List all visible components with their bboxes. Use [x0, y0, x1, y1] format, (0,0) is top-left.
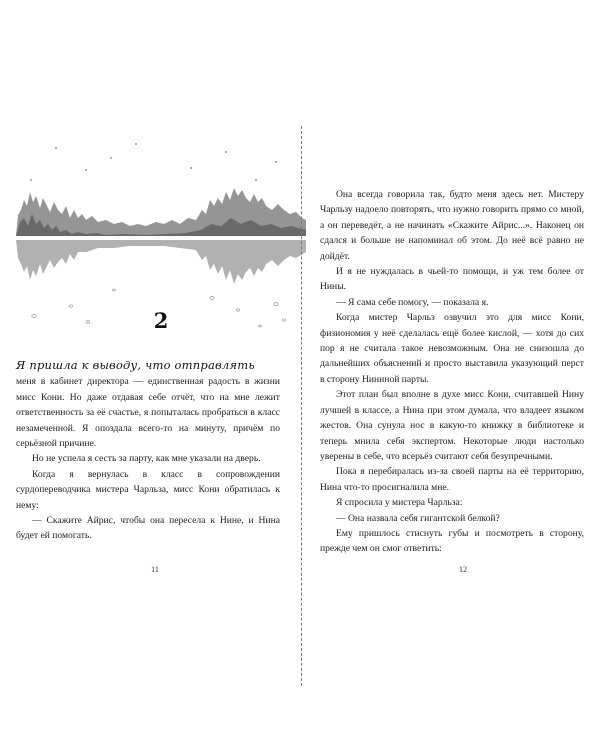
left-page-text — [16, 358, 280, 544]
paragraph: Но не успела я сесть за парту, как мне указали на дверь. — [32, 453, 261, 465]
paragraph: Она всегда говорила так, будто меня здесь нет. Мистеру Чарльзу надоело повторять, что нужно говорить прямо со мной, а он переведёт, а не начинать «Скажите Айрис...». Наконец он сдался и больше не напоминал об этом. До неё всё равно не дойдёт. — [320, 189, 584, 262]
right-page-text — [320, 187, 584, 557]
paragraph: Когда я вернулась в класс в сопровождении сурдопереводчика мистера Чарльза, мисс Кони обратилась к нему: — [16, 468, 280, 511]
paragraph: Ему пришлось стиснуть губы и посмотреть в сторону, прежде чем он смог ответить: — [320, 527, 584, 555]
paragraph: Я спросила у мистера Чарльза: — [336, 497, 463, 509]
paragraph: меня в кабинет директора — единственная радость в жизни мисс Кони. Но даже отдавая себе отчёт, что на мне лежит ответственность за её счастье, я попыталась пробраться в класс незамеченной. Я опоздала всего-то на минуту, причём по серьёзной причине. — [16, 376, 280, 450]
paragraph: — Я сама себе помогу, — показала я. — [336, 296, 489, 308]
chapter-opening-handwritten: Я пришла к выводу, что отправлять — [16, 358, 255, 372]
chapter-number: 2 — [153, 308, 169, 333]
paragraph: И я не нуждалась в чьей-то помощи, и уж тем более от Нины. — [320, 266, 584, 293]
paragraph: Пока я перебиралась из-за своей парты на её территорию, Нина что-то просигналила мне. — [320, 466, 584, 493]
paragraph: Когда мистер Чарльз озвучил это для мисс Кони, физиономия у неё сделалась ещё более кислой, — хотя до сих пор я не считала такое невозможным. Она не снизошла до дальнейших объяснений и просто выставила указующий перст в сторону Нининой парты. — [320, 312, 584, 385]
page-number-right: 12 — [459, 565, 467, 574]
paragraph: Этот план был вполне в духе мисс Кони, считавшей Нину лучшей в классе, а Нина при этом думала, что владеет языком жестов. Она сунула нос в какую-то книжку в библиотеке и теперь мнила себя экспертом. Некоторые люди настолько уверены в себе, что всерьёз считают себя безупречными. — [320, 389, 584, 462]
page-gutter-divider — [301, 126, 302, 686]
paragraph: — Скажите Айрис, чтобы она пересела к Нине, и Нина будет ей помогать. — [16, 515, 280, 542]
page-number-left: 11 — [151, 565, 159, 574]
paragraph: — Она назвала себя гигантской белкой? — [336, 512, 500, 524]
